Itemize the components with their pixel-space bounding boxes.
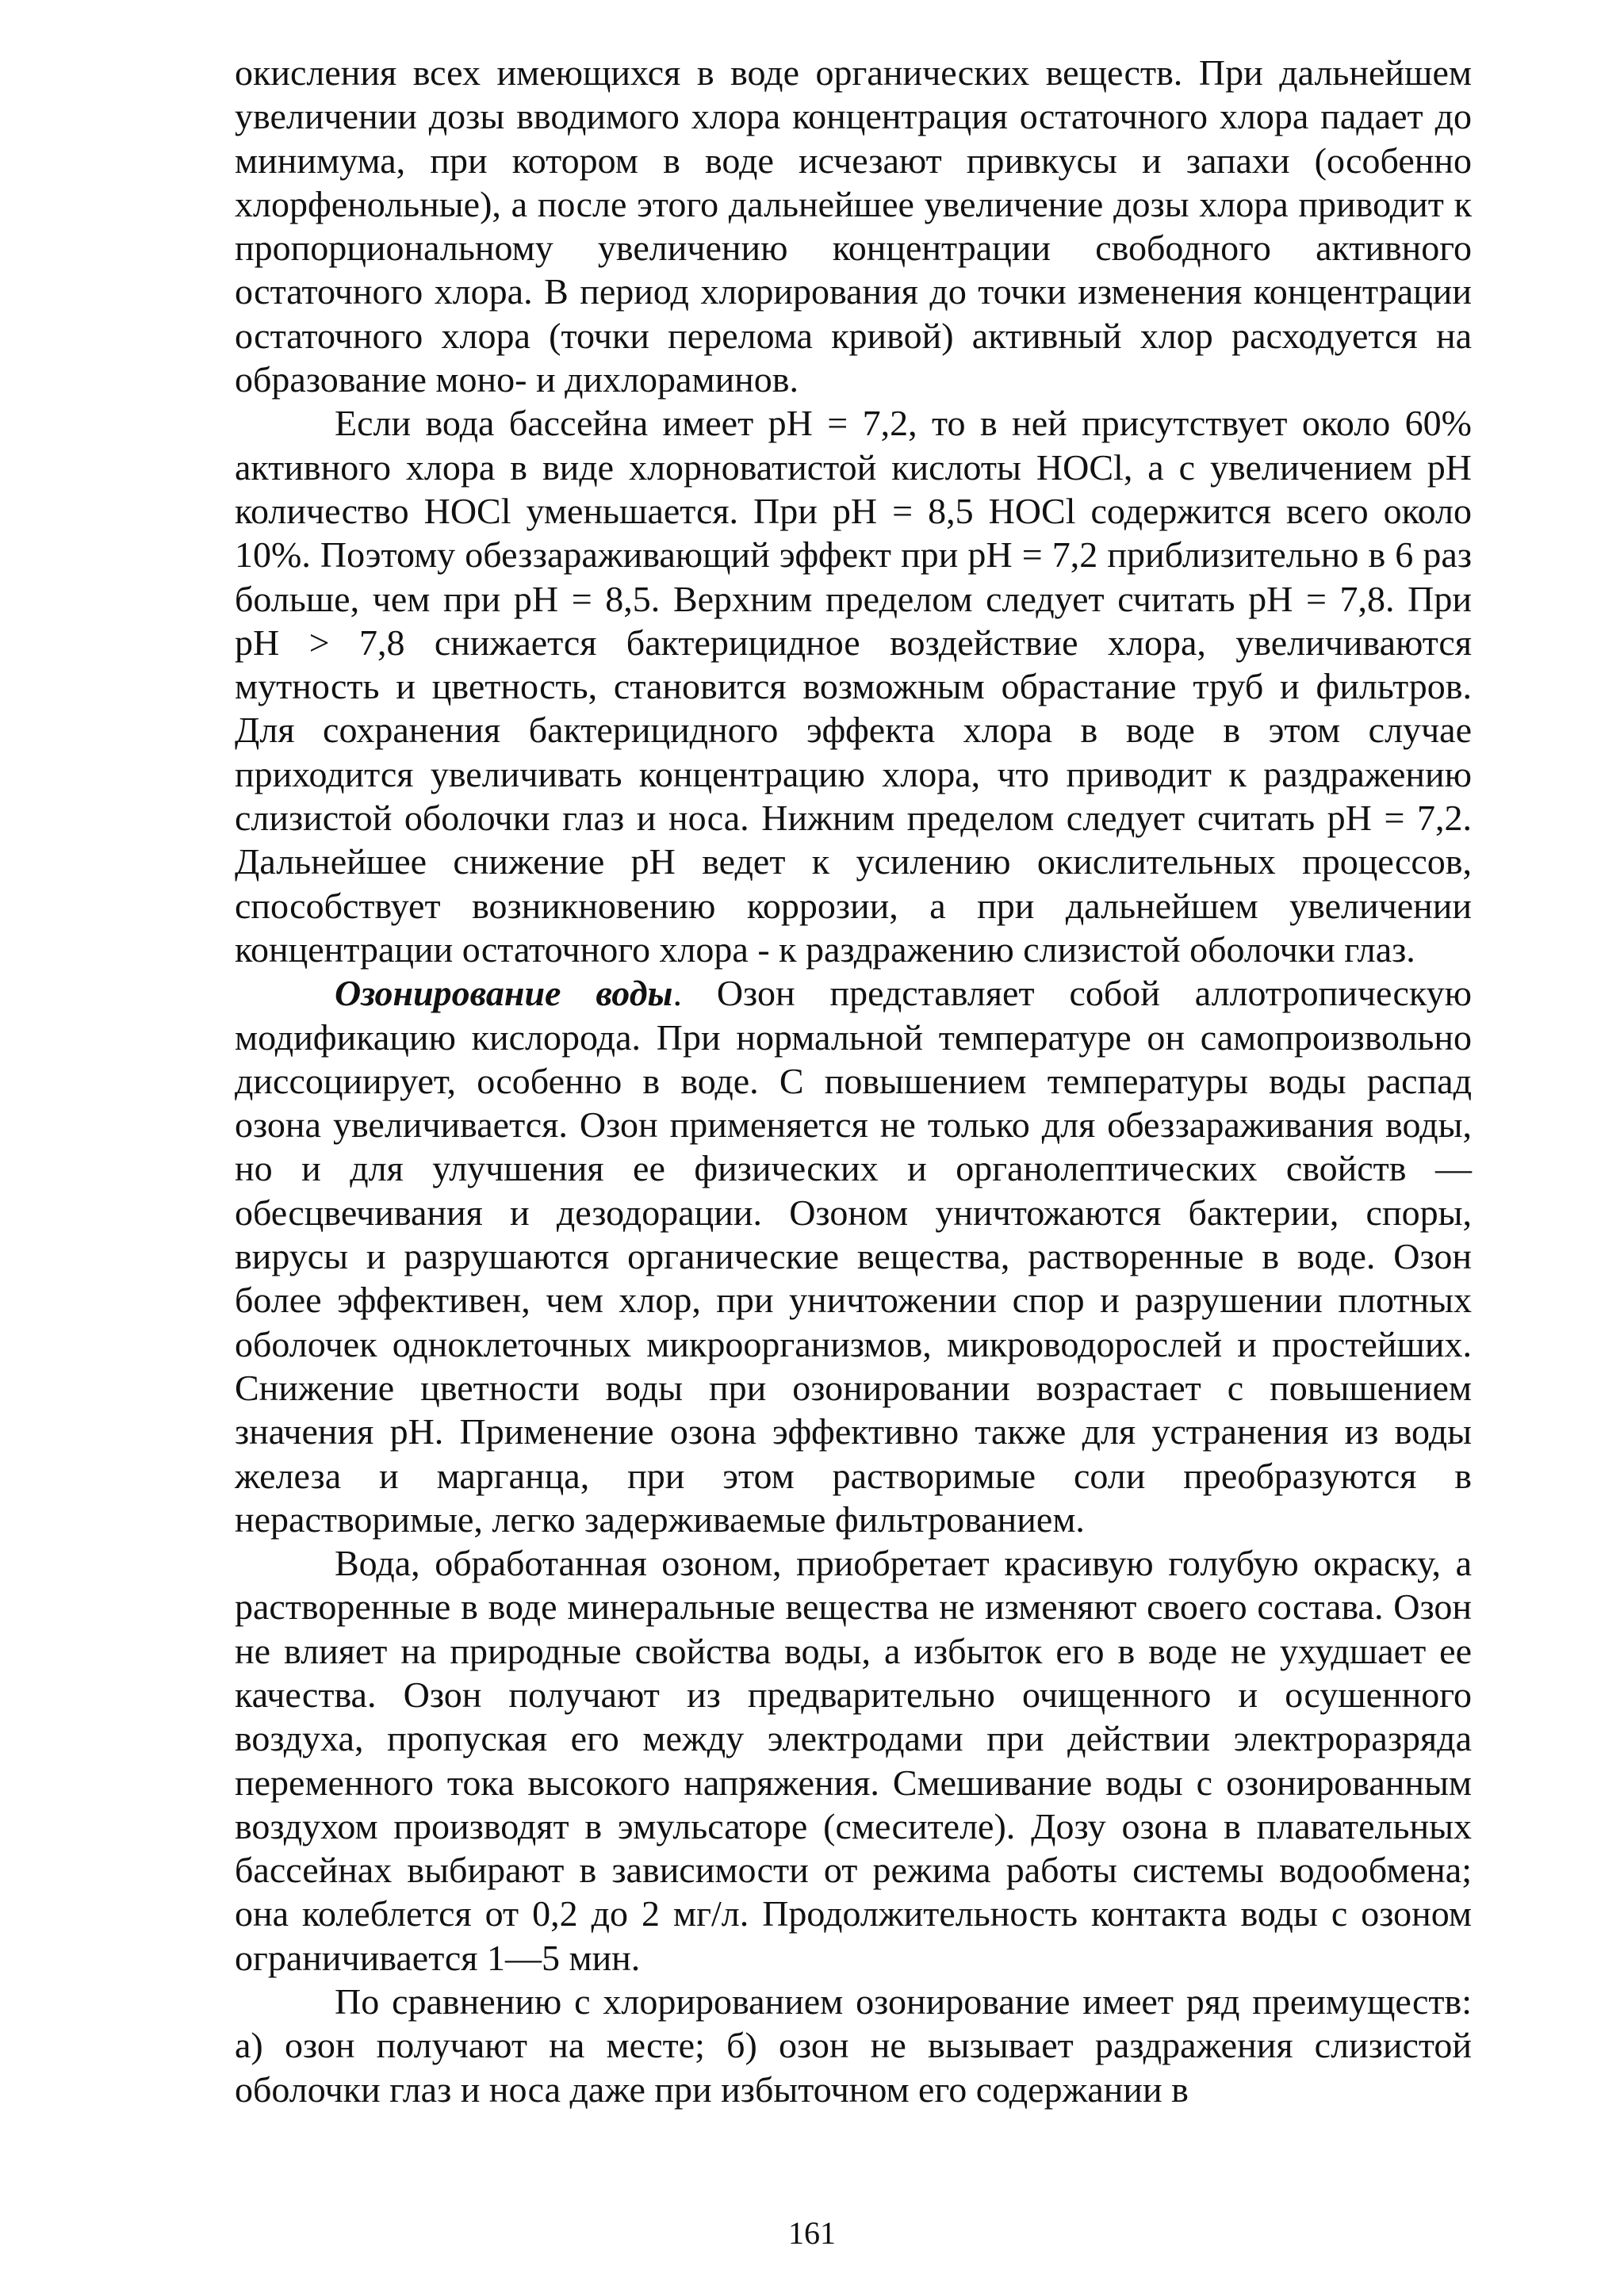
paragraph-ph-effect: Если вода бассейна имеет pH = 7,2, то в ней присутствует около 60% активного хлора в виде хлорноватистой кислоты HOCl, а с увеличением pH количество HOCl уменьшается. При pH = 8,5 HOCl содержится всего около 10%. Поэтому обеззараживающий эффект при pH = 7,2 приблизительно в 6 раз больше, чем при pH = 8,5. Верхним пределом следует считать pH = 7,8. При pH > 7,8 снижается бактерицидное воздействие хлора, увеличиваются мутность и цветность, становится возможным обрастание труб и фильтров. Для сохранения бактерицидного эффекта хлора в воде в этом случае приходится увеличивать концентрацию хлора, что приводит к раздражению слизистой оболочки глаз и носа. Нижним пределом следует считать pH = 7,2. Дальнейшее снижение pH ведет к усилению окислительных процессов, способствует возникновению коррозии, а при дальнейшем увеличении концентрации остаточного хлора - к раздражению слизистой оболочки глаз.: [235, 403, 1472, 970]
paragraph-ozonation: [235, 971, 1472, 1541]
page-number: 161: [788, 2215, 836, 2251]
paragraph-ozonation-advantages: По сравнению с хлорированием озонирование имеет ряд преимуществ: а) озон получают на месте; б) озон не вызывает раздражения слизистой оболочки глаз и носа даже при избыточном его содержании в: [235, 1981, 1472, 2110]
paragraph-chlorination-breakpoint: окисления всех имеющихся в воде органических веществ. При дальнейшем увеличении дозы вводимого хлора концентрация остаточного хлора падает до минимума, при котором в воде исчезают привкусы и запахи (особенно хлорфенольные), а после этого дальнейшее увеличение дозы хлора приводит к пропорциональному увеличению концентрации свободного активного остаточного хлора. В период хлорирования до точки изменения концентрации остаточного хлора (точки перелома кривой) активный хлор расходуется на образование моно- и дихлораминов.: [235, 52, 1472, 400]
document-page: [235, 51, 1472, 2111]
paragraph-ozonated-water: Вода, обработанная озоном, приобретает красивую голубую окраску, а растворенные в воде минеральные вещества не изменяют своего состава. Озон не влияет на природные свойства воды, а избыток его в воде не ухудшает ее качества. Озон получают из предварительно очищенного и осушенного воздуха, пропуская его между электродами при действии электроразряда переменного тока высокого напряжения. Смешивание воды с озонированным воздухом производят в эмульсаторе (смесителе). Дозу озона в плавательных бассейнах выбирают в зависимости от режима работы системы водообмена; она колеблется от 0,2 до 2 мг/л. Продолжительность контакта воды с озоном ограничивается 1—5 мин.: [235, 1543, 1472, 1978]
section-term-ozonation: Озонирование воды: [335, 973, 673, 1014]
paragraph-ozonation-text: . Озон представляет собой аллотропическую модификацию кислорода. При нормальной температуре он самопроизвольно диссоциирует, особенно в воде. С повышением температуры воды распад озона увеличивается. Озон применяется не только для обеззараживания воды, но и для улучшения ее физических и органолептических свойств — обесцвечивания и дезодорации. Озоном уничтожаются бактерии, споры, вирусы и разрушаются органические вещества, растворенные в воде. Озон более эффективен, чем хлор, при уничтожении спор и разрушении плотных оболочек одноклеточных микроорганизмов, микроводорослей и простейших. Снижение цветности воды при озонировании возрастает с повышением значения pH. Применение озона эффективно также для устранения из воды железа и марганца, при этом растворимые соли преобразуются в нерастворимые, легко задерживаемые фильтрованием.: [235, 973, 1472, 1540]
